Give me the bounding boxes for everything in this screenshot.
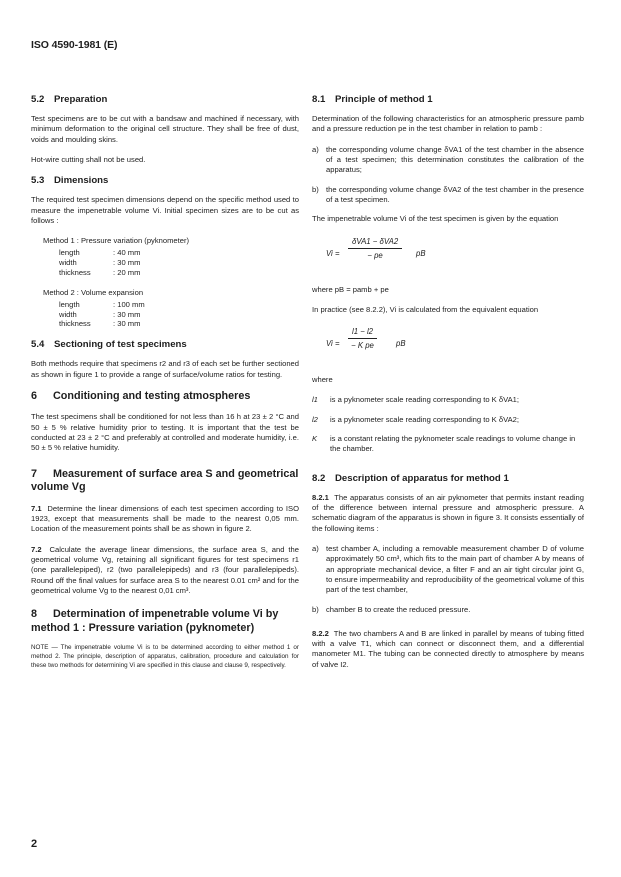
section-6-heading <box>31 390 299 403</box>
section-5-2-heading <box>31 94 299 105</box>
method-2-label: Method 2 : Volume expansion <box>43 287 144 297</box>
section-5-4-para-1: Both methods require that specimens r2 and r3 of each set be further sectioned as shown in figure 1 to provide a range of surface/volume ratios for testing. <box>31 359 299 379</box>
right-column <box>312 94 584 680</box>
document-header: ISO 4590-1981 (E) <box>31 39 118 51</box>
list-text: the corresponding volume change δVA1 of the test chamber in the absence of a test specimen; this determination constitutes the calibration of the apparatus; <box>326 144 584 175</box>
list-item-a <box>312 145 584 176</box>
definition-k <box>312 434 584 455</box>
equation-lhs: Vi = <box>326 339 340 349</box>
dim-key: length <box>59 299 80 309</box>
dim-value: : 30 mm <box>113 309 141 319</box>
section-5-3-heading <box>31 175 299 186</box>
section-number: 7 <box>31 467 38 480</box>
section-8-1-para-1: Determination of the following characteristics for an atmospheric pressure pamb and a pressure reduction pe in the test chamber in relation to pamb : <box>312 114 584 134</box>
dim-value: : 30 mm <box>113 319 141 329</box>
equation-rhs: pB <box>396 339 406 349</box>
dim-key: length <box>59 248 80 258</box>
clause-number: 8.2.2 <box>312 628 329 638</box>
section-8-1-para-2: The impenetrable volume Vi of the test specimen is given by the equation <box>312 214 559 224</box>
section-title: Principle of method 1 <box>335 94 433 105</box>
equation-numerator: δVA1 − δVA2 <box>348 237 402 249</box>
clause-text: The apparatus consists of an air pyknometer that permits instant reading of the difference between internal pressure and atmospheric pressure. A schematic diagram of the apparatus is shown in figure 3. It consists essentially of the following items : <box>312 492 584 533</box>
equation-lhs: Vi = <box>326 248 340 258</box>
section-title: Conditioning and testing atmospheres <box>53 389 251 402</box>
definition-symbol: l2 <box>312 414 318 424</box>
clause-8-2-2 <box>312 629 584 670</box>
list-text: test chamber A, including a removable measurement chamber D of volume approximately 50 cm³, which fits to the main part of chamber A by means of an appropriate mechanical device, a filter F and an air tight circular joint G, to ensure impermeability and reproducibility of the geometrical volume of this part of the test chamber, <box>326 543 584 595</box>
section-title: Sectioning of test specimens <box>54 339 187 351</box>
method-2-dimensions <box>59 300 299 330</box>
section-8-1-para-3: In practice (see 8.2.2), Vi is calculated from the equivalent equation <box>312 304 539 314</box>
section-number: 5.2 <box>31 94 45 105</box>
section-5-2-para-1: Test specimens are to be cut with a bandsaw and machined if necessary, with minimum deformation to the original cell structure. They shall be free of dust, voids and moulding skins. <box>31 114 299 144</box>
clause-7-1 <box>31 504 299 535</box>
dim-key: thickness <box>59 319 91 329</box>
equation-fraction <box>348 327 377 350</box>
list-text: chamber B to create the reduced pressure. <box>326 604 471 614</box>
equation-1 <box>312 235 584 275</box>
section-8-note: NOTE — The impenetrable volume Vi is to be determined according to either method 1 or method 2. The principle, description of apparatus, calibration, procedure and calculation for these two methods for determining Vi are specified in this clause and clause 9, respectively. <box>31 644 299 669</box>
clause-8-2-1 <box>312 493 584 534</box>
section-number: 5.4 <box>31 339 45 351</box>
clause-text: The two chambers A and B are linked in parallel by means of tubing fitted with a valve T1, which can connect or disconnect them, and a differential manometer M1. The tubing can be connected directly to atmosphere by means of valve I2. <box>312 628 584 669</box>
section-5-4-heading <box>31 339 299 350</box>
equation-numerator: l1 − l2 <box>348 327 377 339</box>
left-column <box>31 94 299 678</box>
clause-number: 7.1 <box>31 503 42 513</box>
clause-number: 7.2 <box>31 544 42 554</box>
list-text: the corresponding volume change δVA2 of the test chamber in the presence of a test specimen. <box>326 184 584 204</box>
section-6-para-1: The test specimens shall be conditioned for not less than 16 h at 23 ± 2 °C and 50 ± 5 % relative humidity prior to testing. It is important that the test be conducted at 23 ± 2 °C and preferably at controlled and moderate humidity, i.e. 50 ± 5 % relative humidity. <box>31 412 299 453</box>
method-1-dimensions <box>59 248 299 278</box>
definition-text: is a constant relating the pyknometer scale readings to volume change in the chamber. <box>330 434 576 454</box>
method-1-label: Method 1 : Pressure variation (pyknometer) <box>43 236 190 246</box>
dim-key: width <box>59 309 77 319</box>
section-5-3-para-1: The required test specimen dimensions depend on the specific method used to measure the impenetrable volume Vi. Initial specimen sizes are to be cut as follows : <box>31 195 299 225</box>
list-label: b) <box>312 604 319 614</box>
apparatus-item-b <box>312 605 584 615</box>
definition-l1 <box>312 395 584 405</box>
equation-fraction <box>348 237 402 260</box>
dim-value: : 100 mm <box>113 299 145 309</box>
dim-value: : 30 mm <box>113 258 141 268</box>
definition-symbol: K <box>312 434 318 444</box>
section-title: Preparation <box>54 94 108 105</box>
apparatus-item-a <box>312 544 584 596</box>
section-number: 8.2 <box>312 472 326 484</box>
equation-2 <box>312 325 584 365</box>
definition-text: is a pyknometer scale reading corresponding to K δVA2; <box>330 414 519 424</box>
section-7-heading <box>31 468 299 495</box>
section-title: Dimensions <box>54 175 109 187</box>
list-label: b) <box>312 184 319 194</box>
clause-number: 8.2.1 <box>312 492 329 502</box>
section-5-2-para-2: Hot-wire cutting shall not be used. <box>31 154 146 164</box>
list-label: a) <box>312 543 319 553</box>
section-number: 5.3 <box>31 175 45 187</box>
section-number: 8 <box>31 608 38 621</box>
list-label: a) <box>312 144 319 154</box>
section-8-1-heading <box>312 94 584 105</box>
dim-value: : 20 mm <box>113 267 141 277</box>
clause-7-2 <box>31 545 299 597</box>
where-line-1: where pB = pamb + pe <box>312 284 389 294</box>
dim-key: thickness <box>59 267 91 277</box>
section-number: 6 <box>31 389 38 402</box>
section-title: Description of apparatus for method 1 <box>335 472 509 484</box>
section-8-2-heading <box>312 473 584 484</box>
equation-denominator: − K pe <box>351 341 374 351</box>
clause-text: Calculate the average linear dimensions, the surface area S, and the geometrical volume Vg, retaining all significant figures for test specimens r1 (one parallelepiped), r2 (two parallelepipeds) and r3 (four parallelepipeds). Round off the final values for surface area S to the nearest 0.01 cm² and for the geometrical volume Vg to the nearest 0,01 cm³. <box>31 544 299 595</box>
definition-l2 <box>312 415 584 425</box>
page-number: 2 <box>31 838 38 850</box>
section-title: Measurement of surface area S and geometrical volume Vg <box>31 467 299 494</box>
section-title: Determination of impenetrable volume Vi by method 1 : Pressure variation (pyknometer) <box>31 608 279 634</box>
section-8-heading <box>31 608 299 635</box>
dim-key: width <box>59 258 77 268</box>
clause-text: Determine the linear dimensions of each test specimen according to ISO 1923, except that measurements shall be made to the nearest 0,05 mm. Location of the measurement points shall be as shown in figure 2. <box>31 503 299 534</box>
section-number: 8.1 <box>312 94 326 105</box>
list-item-b <box>312 185 584 206</box>
equation-denominator: − pe <box>367 250 383 260</box>
definition-symbol: l1 <box>312 395 318 405</box>
definition-text: is a pyknometer scale reading corresponding to K δVA1; <box>330 395 519 405</box>
equation-rhs: pB <box>416 248 426 258</box>
where-line-2: where <box>312 375 333 385</box>
dim-value: : 40 mm <box>113 248 141 258</box>
